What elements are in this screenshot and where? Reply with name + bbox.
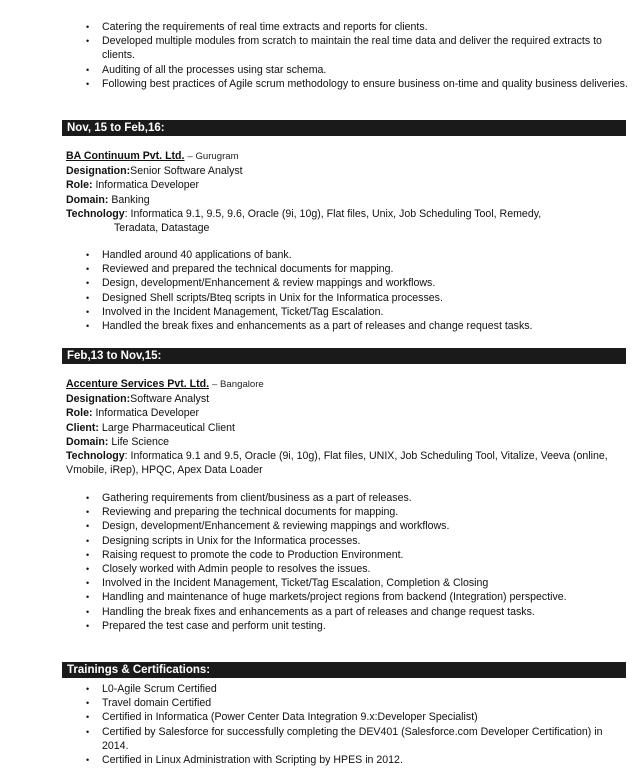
bullet-icon: • bbox=[86, 78, 90, 89]
job1-role: Informatica Developer bbox=[95, 179, 200, 192]
list-item: • Following best practices of Agile scrum methodology to ensure business on-time and quality business deliveries. bbox=[86, 77, 628, 90]
job1-details bbox=[66, 149, 620, 235]
bullet-icon: • bbox=[86, 521, 90, 532]
bullet-icon: • bbox=[86, 493, 90, 503]
top-bullets-section bbox=[0, 20, 638, 91]
job2-header-band: Feb,13 to Nov,15: bbox=[62, 348, 626, 364]
job2-designation: Software Analyst bbox=[130, 393, 210, 406]
list-item: • Gathering requirements from client/business as a part of releases. bbox=[86, 492, 412, 504]
job2-role: Informatica Developer bbox=[95, 407, 200, 420]
job1-domain: Banking bbox=[111, 193, 150, 206]
top-bullet-list bbox=[0, 20, 638, 91]
bullet-icon: • bbox=[86, 507, 90, 518]
bullet-icon: • bbox=[86, 278, 90, 289]
job2-designation-label: Designation: bbox=[66, 393, 131, 406]
list-item: • Closely worked with Admin people to resolves the issues. bbox=[86, 563, 371, 576]
bullet-icon: • bbox=[86, 684, 90, 694]
list-item: • Handling and maintenance of huge markets/project regions from backend (Integration) perspective. bbox=[86, 591, 567, 604]
job1-role-label: Role: bbox=[66, 179, 93, 192]
job1-location: – Gurugram bbox=[187, 151, 239, 162]
bullet-icon: • bbox=[86, 64, 90, 75]
bullet-icon: • bbox=[86, 264, 90, 275]
bullet-icon: • bbox=[86, 250, 90, 260]
list-item: • Reviewed and prepared the technical documents for mapping. bbox=[86, 263, 394, 276]
list-item: • Designing scripts in Unix for the Informatica processes. bbox=[86, 534, 361, 547]
list-item: • Involved in the Incident Management, Ticket/Tag Escalation, Completion & Closing bbox=[86, 577, 489, 590]
list-item: • Auditing of all the processes using star schema. bbox=[86, 63, 327, 76]
bullet-icon: • bbox=[86, 535, 90, 546]
job2-role-label: Role: bbox=[66, 407, 93, 420]
job2-technology: : Informatica 9.1 and 9.5, Oracle (9i, 10g), Flat files, UNIX, Job Scheduling Tool, Vitalize, Veeva (online, Vmobile, iRep), HPQC, Apex Data Loader bbox=[66, 450, 608, 477]
job2-client: Large Pharmaceutical Client bbox=[101, 421, 236, 434]
job2-bullet-list bbox=[0, 491, 638, 633]
list-item: • Raising request to promote the code to Production Environment. bbox=[86, 548, 404, 561]
job1-company: BA Continuum Pvt. Ltd. bbox=[66, 150, 185, 162]
bullet-icon: • bbox=[86, 592, 90, 603]
bullet-icon: • bbox=[86, 726, 90, 737]
job2-domain-label: Domain: bbox=[66, 435, 109, 448]
bullet-icon: • bbox=[86, 292, 90, 303]
bullet-icon: • bbox=[86, 22, 90, 32]
job2-company: Accenture Services Pvt. Ltd. bbox=[66, 378, 210, 390]
bullet-icon: • bbox=[86, 620, 90, 631]
job1-technology: : Informatica 9.1, 9.5, 9.6, Oracle (9i, 10g), Flat files, Unix, Job Scheduling Tool, Remedy, bbox=[124, 207, 542, 220]
job1-bullets-section bbox=[0, 248, 638, 333]
list-item: • Catering the requirements of real time extracts and reports for clients. bbox=[86, 21, 428, 33]
bullet-icon: • bbox=[86, 606, 90, 617]
job2-details bbox=[66, 377, 620, 477]
job2-client-label: Client: bbox=[66, 421, 99, 434]
job2-bullets-section bbox=[0, 491, 638, 633]
job1-bullet-list bbox=[0, 248, 638, 333]
list-item: • Certified in Informatica (Power Center Data Integration 9.x:Developer Specialist) bbox=[86, 711, 478, 724]
trainings-header-band: Trainings & Certifications: bbox=[62, 662, 626, 678]
bullet-icon: • bbox=[86, 36, 90, 47]
list-item: • Developed multiple modules from scratch to maintain the real time data and deliver the required extracts to clients. bbox=[86, 35, 602, 62]
list-item: • Designed Shell scripts/Bteq scripts in Unix for the Informatica processes. bbox=[86, 291, 443, 304]
job1-technology-cont: Teradata, Datastage bbox=[114, 222, 210, 235]
job2-technology-label: Technology bbox=[66, 450, 125, 463]
list-item: • Design, development/Enhancement & review mappings and workflows. bbox=[86, 277, 436, 290]
list-item: • Prepared the test case and perform unit testing. bbox=[86, 619, 326, 632]
bullet-icon: • bbox=[86, 578, 90, 589]
list-item: • Certified in Linux Administration with Scripting by HPES in 2012. bbox=[86, 754, 403, 767]
job2-domain: Life Science bbox=[111, 435, 170, 448]
bullet-icon: • bbox=[86, 698, 90, 709]
bullet-icon: • bbox=[86, 755, 90, 766]
list-item: • Handled around 40 applications of bank. bbox=[86, 249, 292, 261]
list-item: • Travel domain Certified bbox=[86, 697, 212, 710]
bullet-icon: • bbox=[86, 321, 90, 332]
bullet-icon: • bbox=[86, 564, 90, 575]
list-item: • Handled the break fixes and enhancements as a part of releases and change request tasks. bbox=[86, 320, 533, 333]
trainings-bullets-section bbox=[0, 682, 638, 767]
list-item: • Reviewing and preparing the technical documents for mapping. bbox=[86, 506, 399, 519]
bullet-icon: • bbox=[86, 549, 90, 560]
job1-header-band: Nov, 15 to Feb,16: bbox=[62, 120, 626, 136]
list-item: • Certified by Salesforce for successfully completing the DEV401 (Salesforce.com Developer Certification) in 2014. bbox=[86, 725, 603, 752]
trainings-bullet-list bbox=[0, 682, 638, 767]
list-item: • Design, development/Enhancement & reviewing mappings and workflows. bbox=[86, 520, 450, 533]
job2-location: – Bangalore bbox=[212, 379, 264, 390]
list-item: • Involved in the Incident Management, Ticket/Tag Escalation. bbox=[86, 305, 384, 318]
bullet-icon: • bbox=[86, 712, 90, 723]
job1-designation: Senior Software Analyst bbox=[130, 165, 243, 178]
job1-domain-label: Domain: bbox=[66, 193, 109, 206]
bullet-icon: • bbox=[86, 306, 90, 317]
list-item: • L0-Agile Scrum Certified bbox=[86, 683, 217, 695]
job1-designation-label: Designation: bbox=[66, 165, 131, 178]
job1-technology-label: Technology bbox=[66, 207, 125, 220]
list-item: • Handling the break fixes and enhancements as a part of releases and change request tasks. bbox=[86, 605, 535, 618]
